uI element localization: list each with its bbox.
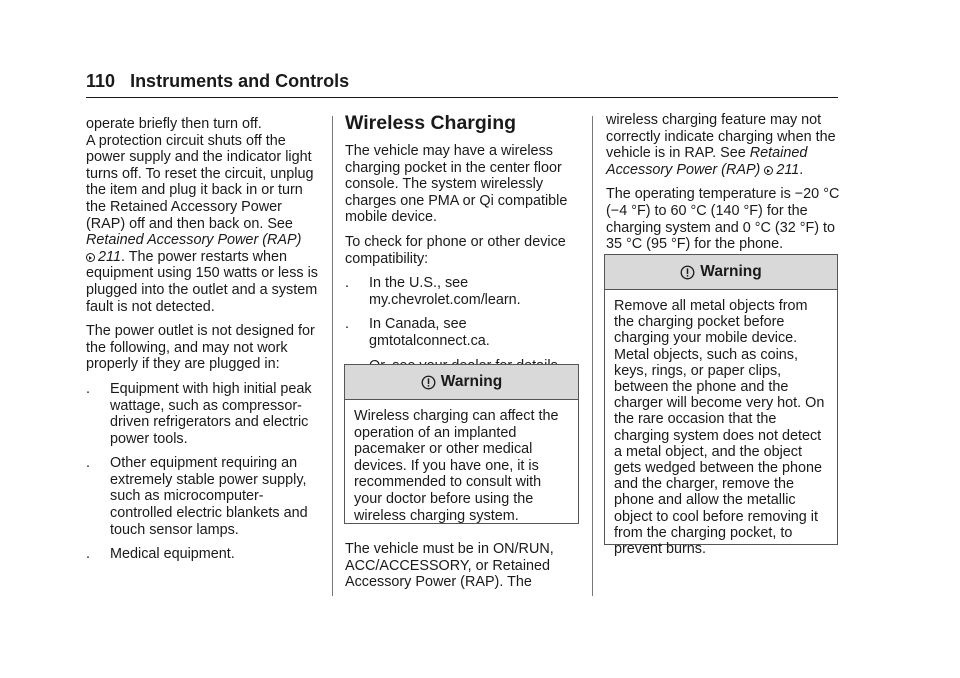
paragraph-rap: wireless charging feature may not correctly indicate charging when the vehicle is in RAP. See Retained Accessory Power (RAP) 211. <box>606 112 836 178</box>
column-2-continued <box>345 541 580 599</box>
warning-title: Warning <box>700 263 762 280</box>
list-item: . Equipment with high initial peak wattage, such as compressor-driven refrigerators and electric power tools. <box>86 380 312 447</box>
warning-text: Remove all metal objects from the charging pocket before charging your mobile device. Metal objects, such as coins, keys, rings, or paper clips, between the phone and the charger will become very hot. On the rare occasion that the charging system does not detect a metal object, and the object gets wedged between the phone and the charger, remove the phone and allow the metallic object to cool before removing it from the charging pocket, to prevent burns. <box>614 298 825 558</box>
column-3 <box>606 112 840 261</box>
warning-header <box>345 365 578 400</box>
warning-icon <box>421 375 436 390</box>
warning-text: Wireless charging can affect the operation of an implanted pacemaker or other medical devices. If you have one, it is recommended to consult with your doctor before using the wireless charging system. <box>354 408 559 524</box>
section-title: Instruments and Controls <box>130 71 350 91</box>
section-heading: Wireless Charging <box>345 112 517 134</box>
column-2 <box>345 112 580 382</box>
page-reference-icon <box>764 166 773 175</box>
warning-header <box>605 255 837 290</box>
bullet-icon: . <box>86 455 90 472</box>
page-number: 110 <box>86 71 116 91</box>
warning-title: Warning <box>440 373 503 390</box>
rap-page-link[interactable]: 211 <box>776 161 800 178</box>
list-item: . Medical equipment. <box>86 546 235 563</box>
paragraph-temperature: The operating temperature is −20 °C (−4 °F) to 60 °C (140 °F) for the charging system and 0 °C (32 °F) to 35 °C (95 °F) for the phone. <box>606 186 840 253</box>
paragraph: operate briefly then turn off. <box>86 116 262 132</box>
warning-icon <box>680 265 695 280</box>
page-reference-icon <box>86 253 95 262</box>
paragraph: The power outlet is not designed for the following, and may not work properly if they are plugged in: <box>86 323 315 373</box>
list-item: . In the U.S., see my.chevrolet.com/learn. <box>345 275 521 308</box>
column-divider-1 <box>332 116 333 596</box>
warning-box-metal-objects <box>604 254 838 558</box>
bullet-icon: . <box>345 316 349 333</box>
paragraph: The vehicle must be in ON/RUN, ACC/ACCESSORY, or Retained Accessory Power (RAP). The <box>345 541 554 591</box>
rap-reference-link[interactable]: Retained Accessory Power (RAP) <box>606 145 808 178</box>
paragraph-protection-circuit: A protection circuit shuts off the power supply and the indicator light turns off. To reset the circuit, unplug the item and plug it back in or turn the Retained Accessory Power (RAP) off and then back on. See Retained Accessory Power (RAP) 211. The power restarts when equipment using 150 watts or less is plugged into the outlet and a system fault is not detected. <box>86 132 318 315</box>
bullet-icon: . <box>86 546 90 563</box>
paragraph: To check for phone or other device compatibility: <box>345 233 566 267</box>
header-rule <box>86 97 838 98</box>
warning-box-pacemaker <box>344 364 579 524</box>
rap-reference-link[interactable]: Retained Accessory Power (RAP) <box>86 232 302 249</box>
column-divider-2 <box>592 116 593 596</box>
rap-page-link[interactable]: 211 <box>98 248 121 265</box>
bullet-icon: . <box>345 275 349 292</box>
list-item: . In Canada, see gmtotalconnect.ca. <box>345 316 490 349</box>
page-header <box>86 70 838 92</box>
bullet-icon: . <box>86 380 90 397</box>
column-1 <box>86 116 324 571</box>
paragraph: The vehicle may have a wireless charging pocket in the center floor console. The system wirelessly charges one PMA or Qi compatible mobile device. <box>345 143 568 226</box>
list-item: . Other equipment requiring an extremely stable power supply, such as microcomputer-controlled electric blankets and touch sensor lamps. <box>86 455 308 538</box>
